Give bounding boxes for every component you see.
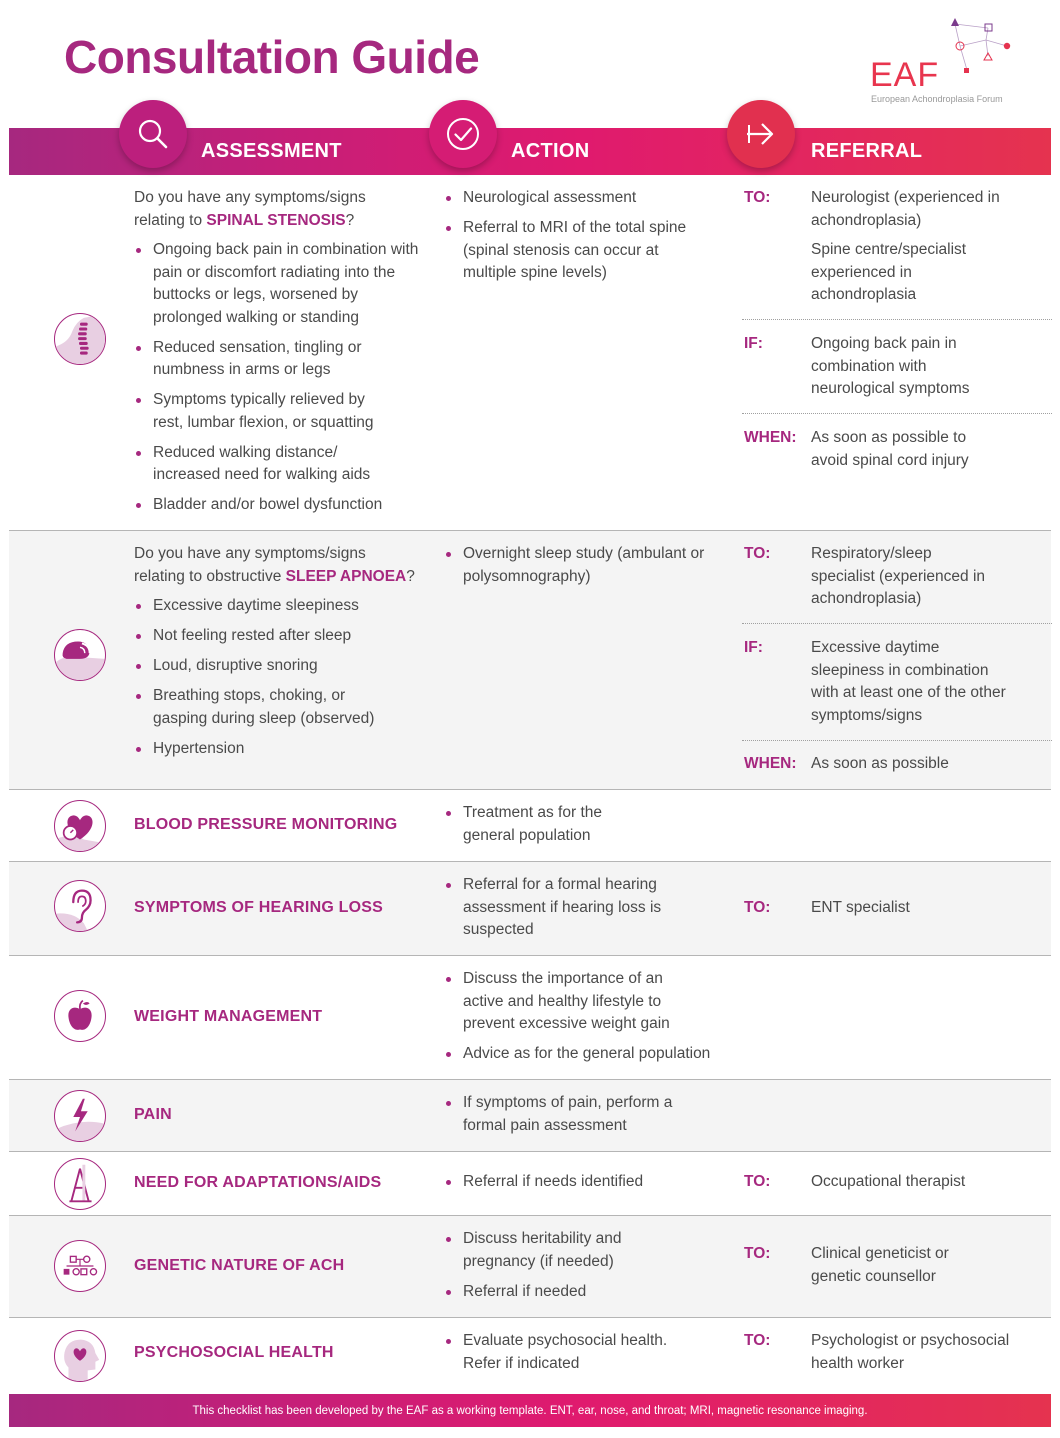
- list-item: Referral if needed: [444, 1281, 664, 1304]
- referral-to-value: Occupational therapist: [811, 1173, 966, 1190]
- referral-when-value: As soon as possible to avoid spinal cord injury: [811, 429, 969, 469]
- adaptations-row: [9, 1152, 1051, 1216]
- sleep-apnoea-row: [9, 531, 1051, 790]
- referral-to-label: TO:: [744, 1332, 771, 1349]
- lightning-icon: [54, 1090, 106, 1142]
- referral-when-value: As soon as possible: [811, 755, 949, 772]
- referral-to-label: TO:: [744, 189, 771, 206]
- walker-icon: [54, 1158, 106, 1210]
- referral-to-label: TO:: [744, 899, 771, 916]
- sleep-symptom-list: [134, 595, 424, 768]
- list-item: Referral if needs identified: [444, 1171, 704, 1194]
- hearing-heading: SYMPTOMS OF HEARING LOSS: [134, 899, 383, 916]
- apple-icon: [54, 990, 106, 1042]
- assessment-header: ASSESSMENT: [201, 140, 342, 162]
- footer-note: This checklist has been developed by the EAF as a working template. ENT, ear, nose, and throat; MRI, magnetic resonance imaging.: [9, 1394, 1051, 1427]
- action-circle: [429, 100, 497, 168]
- bp-heading: BLOOD PRESSURE MONITORING: [134, 816, 398, 833]
- genetic-heading: GENETIC NATURE OF ACH: [134, 1257, 345, 1274]
- spinal-stenosis-row: [9, 175, 1051, 531]
- referral-to-value: Neurologist (experienced in achondroplasia): [811, 189, 1000, 229]
- sleep-question: Do you have any symptoms/signs relating to obstructive SLEEP APNOEA?: [134, 545, 415, 585]
- pedigree-icon: [54, 1240, 106, 1292]
- heart-gauge-icon: [54, 800, 106, 852]
- psycho-action-list: [444, 1330, 684, 1383]
- list-item: Treatment as for the general population: [444, 802, 644, 847]
- hearing-action-list: [444, 874, 669, 949]
- list-item: Referral for a formal hearing assessment if hearing loss is suspected: [444, 874, 669, 942]
- spinal-action-list: [444, 187, 709, 292]
- head-heart-icon: [54, 1330, 106, 1382]
- referral-if-value: Ongoing back pain in combination with neurological symptoms: [811, 335, 970, 397]
- referral-header: REFERRAL: [811, 140, 923, 162]
- aids-action-list: [444, 1171, 704, 1201]
- eaf-logo: [868, 14, 1028, 106]
- referral-to-label: TO:: [744, 1245, 771, 1262]
- referral-to-value: Respiratory/sleep specialist (experienced in achondroplasia): [811, 545, 986, 607]
- action-header: ACTION: [511, 140, 590, 162]
- referral-if-label: IF:: [744, 639, 763, 656]
- page-title: Consultation Guide: [64, 31, 480, 83]
- pain-heading: PAIN: [134, 1106, 172, 1123]
- weight-action-list: [444, 968, 724, 1073]
- spinal-question: Do you have any symptoms/signs relating to SPINAL STENOSIS?: [134, 189, 366, 229]
- divider: [742, 319, 1052, 320]
- divider: [742, 413, 1052, 414]
- list-item: Hypertension: [134, 738, 424, 761]
- blood-pressure-row: [9, 790, 1051, 862]
- weight-heading: WEIGHT MANAGEMENT: [134, 1008, 323, 1025]
- pain-action-list: [444, 1092, 679, 1145]
- divider: [742, 740, 1052, 741]
- referral-to-value: ENT specialist: [811, 899, 910, 916]
- list-item: Symptoms typically relieved by rest, lumbar flexion, or squatting: [134, 389, 389, 434]
- sleeping-person-icon: [54, 629, 106, 681]
- list-item: Excessive daytime sleepiness: [134, 595, 424, 618]
- referral-to-label: TO:: [744, 1173, 771, 1190]
- bp-action-list: [444, 802, 644, 855]
- list-item: Bladder and/or bowel dysfunction: [134, 494, 424, 517]
- psycho-heading: PSYCHOSOCIAL HEALTH: [134, 1344, 334, 1361]
- list-item: Advice as for the general population: [444, 1043, 724, 1066]
- referral-when-label: WHEN:: [744, 755, 797, 772]
- logo-subtitle: European Achondroplasia Forum: [871, 94, 1003, 104]
- psychosocial-row: [9, 1318, 1051, 1394]
- arrow-icon: [743, 116, 779, 152]
- list-item: Reduced sensation, tingling or numbness in arms or legs: [134, 337, 389, 382]
- pain-row: [9, 1080, 1051, 1152]
- list-item: Not feeling rested after sleep: [134, 625, 424, 648]
- genetic-action-list: [444, 1228, 664, 1311]
- hearing-loss-row: [9, 862, 1051, 956]
- ear-icon: [54, 880, 106, 932]
- list-item: Discuss heritability and pregnancy (if needed): [444, 1228, 664, 1273]
- aids-heading: NEED FOR ADAPTATIONS/AIDS: [134, 1174, 382, 1191]
- divider: [742, 623, 1052, 624]
- list-item: Neurological assessment: [444, 187, 709, 210]
- list-item: Discuss the importance of an active and healthy lifestyle to prevent excessive weight gain: [444, 968, 689, 1036]
- referral-if-label: IF:: [744, 335, 763, 352]
- spine-icon: [54, 313, 106, 365]
- referral-to-value: Psychologist or psychosocial health worker: [811, 1332, 1010, 1372]
- referral-to-value-2: Spine centre/specialist experienced in achondroplasia: [811, 241, 967, 303]
- sleep-action-list: [444, 543, 709, 596]
- magnifier-icon: [135, 116, 171, 152]
- logo-text: EAF: [870, 56, 940, 94]
- list-item: Ongoing back pain in combination with pain or discomfort radiating into the buttocks or legs, worsened by prolonged walking or standing: [134, 239, 424, 329]
- referral-circle: [727, 100, 795, 168]
- list-item: Breathing stops, choking, or gasping during sleep (observed): [134, 685, 394, 730]
- weight-management-row: [9, 956, 1051, 1080]
- assessment-circle: [119, 100, 187, 168]
- spinal-symptom-list: [134, 239, 424, 524]
- list-item: Overnight sleep study (ambulant or polysomnography): [444, 543, 709, 588]
- referral-if-value: Excessive daytime sleepiness in combination with at least one of the other symptoms/signs: [811, 639, 1006, 724]
- list-item: Reduced walking distance/ increased need for walking aids: [134, 442, 384, 487]
- checkmark-icon: [444, 115, 482, 153]
- list-item: If symptoms of pain, perform a formal pain assessment: [444, 1092, 679, 1137]
- referral-when-label: WHEN:: [744, 429, 797, 446]
- list-item: Referral to MRI of the total spine (spinal stenosis can occur at multiple spine levels): [444, 217, 709, 285]
- list-item: Evaluate psychosocial health. Refer if indicated: [444, 1330, 684, 1375]
- referral-to-value: Clinical geneticist or genetic counsellor: [811, 1245, 949, 1285]
- genetic-row: [9, 1216, 1051, 1318]
- list-item: Loud, disruptive snoring: [134, 655, 424, 678]
- referral-to-label: TO:: [744, 545, 771, 562]
